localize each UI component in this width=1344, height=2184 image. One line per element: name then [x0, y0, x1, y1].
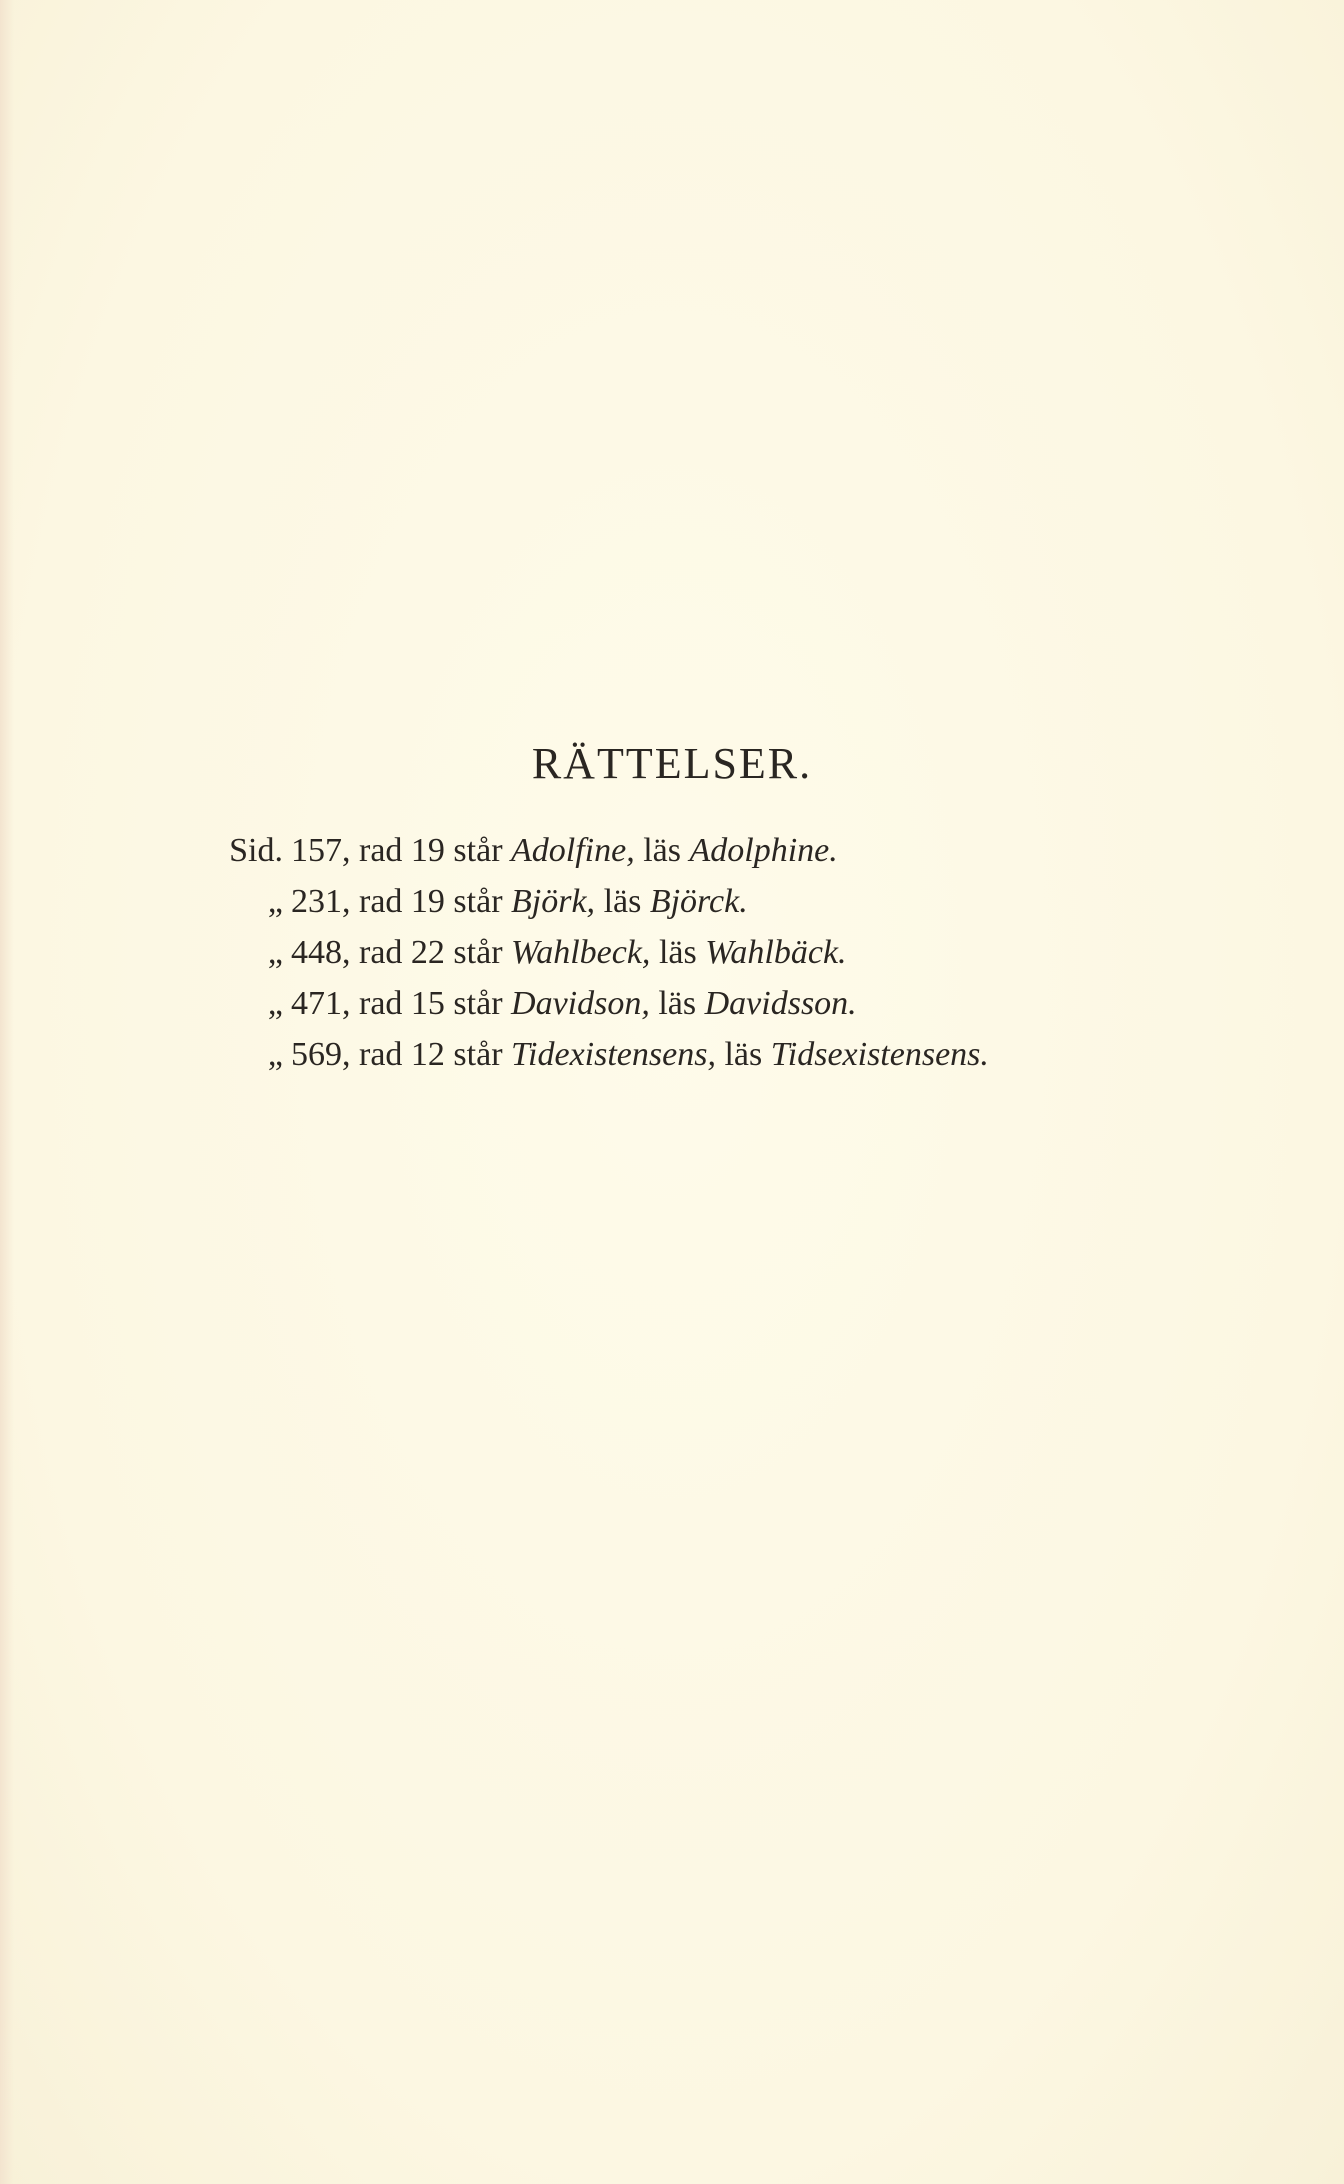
page-number: 157, — [291, 832, 351, 869]
row-number: 15 — [410, 985, 445, 1022]
row-text — [291, 934, 847, 972]
row-lead: „ — [267, 985, 283, 1022]
row-label: rad — [359, 832, 403, 869]
row-number: 19 — [410, 832, 445, 869]
correct-spelling: Davidsson. — [704, 985, 857, 1022]
row-lead: „ — [267, 1036, 283, 1073]
page-number: 231, — [291, 883, 351, 920]
row-number: 22 — [410, 934, 445, 971]
page-number: 471, — [291, 985, 351, 1022]
wrong-spelling: Adolfine, — [511, 832, 635, 869]
correct-spelling: Adolphine. — [689, 832, 838, 869]
page-number: 448, — [291, 934, 351, 971]
errata-row — [0, 985, 1344, 1036]
row-number: 19 — [410, 883, 445, 920]
correct-label: läs — [603, 883, 642, 920]
wrong-spelling: Björk, — [511, 883, 596, 920]
correct-label: läs — [658, 985, 697, 1022]
errata-row — [0, 934, 1344, 985]
errata-list — [0, 832, 1344, 1087]
row-text — [291, 883, 748, 921]
row-text — [291, 832, 838, 870]
row-text — [291, 1036, 989, 1074]
verb: står — [453, 985, 503, 1022]
row-label: rad — [359, 934, 403, 971]
correct-spelling: Tidsexistensens. — [770, 1036, 989, 1073]
correct-label: läs — [658, 934, 697, 971]
correct-spelling: Wahlbäck. — [705, 934, 847, 971]
row-label: rad — [359, 985, 403, 1022]
correct-spelling: Björck. — [649, 883, 748, 920]
wrong-spelling: Tidexistensens, — [511, 1036, 716, 1073]
row-text — [291, 985, 857, 1023]
verb: står — [453, 934, 503, 971]
errata-row — [0, 1036, 1344, 1087]
correct-label: läs — [643, 832, 681, 869]
page-number: 569, — [291, 1036, 351, 1073]
errata-row — [0, 832, 1344, 883]
verb: står — [453, 883, 503, 920]
wrong-spelling: Wahlbeck, — [511, 934, 651, 971]
row-lead: Sid. — [229, 832, 283, 869]
correct-label: läs — [724, 1036, 763, 1073]
row-lead: „ — [267, 883, 283, 920]
paper-edge — [0, 0, 14, 2184]
row-lead: „ — [267, 934, 283, 971]
verb: står — [453, 1036, 503, 1073]
page-title: RÄTTELSER. — [531, 739, 813, 788]
wrong-spelling: Davidson, — [511, 985, 650, 1022]
row-label: rad — [359, 883, 403, 920]
row-label: rad — [359, 1036, 403, 1073]
row-number: 12 — [410, 1036, 445, 1073]
verb: står — [453, 832, 503, 869]
errata-row — [0, 883, 1344, 934]
